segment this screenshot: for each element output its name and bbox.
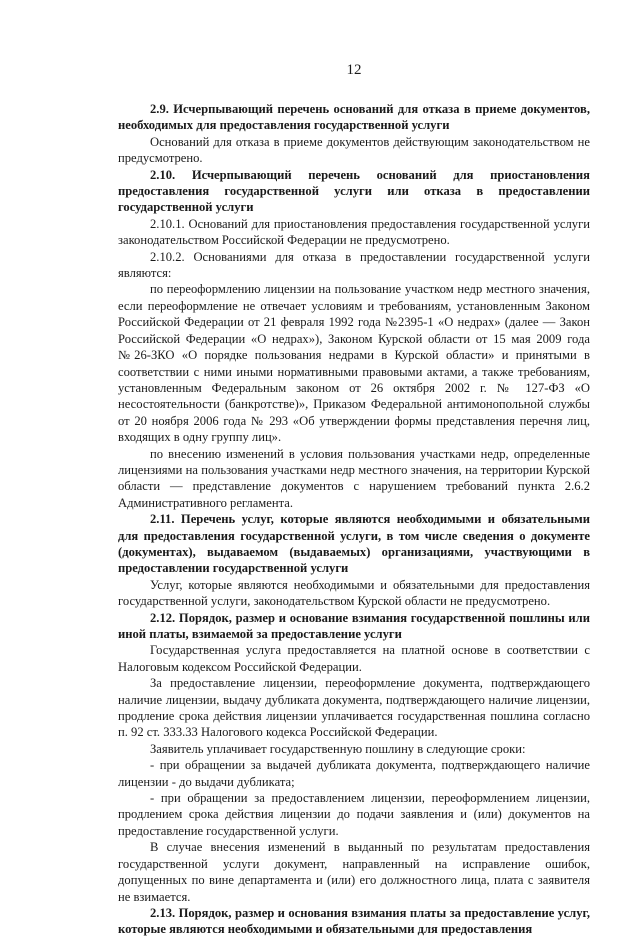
paragraph: Заявитель уплачивает государственную пошлину в следующие сроки: <box>150 741 526 756</box>
paragraph: В случае внесения изменений в выданный по результатам предоставления государственной услуги документ, направленный на исправление ошибок, допущенных по вине департамента и (или) его должностного лица, плата с заявителя не взимается. <box>118 840 590 904</box>
heading-2-11: 2.11. Перечень услуг, которые являются необходимыми и обязательными для предоставления государственной услуги, в том числе сведения о документе (документах), выдаваемом (выдаваемых) организациями, участвующими в предоставлении государственной услуги <box>118 512 590 576</box>
heading-2-10: 2.10. Исчерпывающий перечень оснований для приостановления предоставления государственной услуги или отказа в предоставлении государственной услуги <box>118 167 590 215</box>
paragraph: Государственная услуга предоставляется на платной основе в соответствии с Налоговым кодексом Российской Федерации. <box>118 643 590 674</box>
list-item: - при обращении за выдачей дубликата документа, подтверждающего наличие лицензии - до выдачи дубликата; <box>118 758 590 789</box>
paragraph: 2.10.1. Оснований для приостановления предоставления государственной услуги законодательством Российской Федерации не предусмотрено. <box>118 216 590 248</box>
paragraph: Оснований для отказа в приеме документов действующим законодательством не предусмотрено. <box>118 134 590 166</box>
paragraph: по внесению изменений в условия пользования участками недр, определенные лицензиями на пользования участками недр местного значения, на территории Курской области — представление документов с нарушением требований пункта 2.6.2 Административного регламента. <box>118 446 590 510</box>
heading-2-12: 2.12. Порядок, размер и основание взимания государственной пошлины или иной платы, взимаемой за предоставление услуги <box>118 610 590 641</box>
paragraph: по переоформлению лицензии на пользование участком недр местного значения, если переоформление не отвечает условиям и требованиям, установленным Законом Российской Федерации от 21 февраля 1992 года №2395-1 «О недрах» (далее — Закон Российской Федерации «О недрах»), Законом Курской области от 15 мая 2009 года №26-ЗКО «О порядке пользования недрами в Курской области» и принятыми в соответствии с ними иными нормативными правовыми актами, а также требованиям, установленным Федеральным законом от 26 октября 2002 г. № 127-ФЗ «О несостоятельности (банкротстве)», Приказом Федеральной антимонопольной службы от 20 ноября 2006 года № 293 «Об утверждении формы представления перечня лиц, входящих в одну группу лиц». <box>118 282 590 445</box>
paragraph: 2.10.2. Основаниями для отказа в предоставлении государственной услуги являются: <box>118 249 590 281</box>
paragraph: Услуг, которые являются необходимыми и обязательными для предоставления государственной услуги, законодательством Курской области не предусмотрено. <box>118 577 590 609</box>
page-number: 12 <box>346 62 362 78</box>
paragraph: За предоставление лицензии, переоформление документа, подтверждающего наличие лицензии, выдачу дубликата документа, подтверждающего наличие лицензии, продление срока действия лицензии уплачивается государственная пошлина согласно п. 92 ст. 333.33 Налогового кодекса Российской Федерации. <box>118 676 590 740</box>
list-item: - при обращении за предоставлением лицензии, переоформлением лицензии, продлением срока действия лицензии до подачи заявления и (или) документов на предоставление государственной услуги. <box>118 791 590 838</box>
heading-2-13: 2.13. Порядок, размер и основания взимания платы за предоставление услуг, которые являются необходимыми и обязательными для предоставления <box>118 905 590 937</box>
heading-2-9: 2.9. Исчерпывающий перечень оснований для отказа в приеме документов, необходимых для предоставления государственной услуги <box>118 102 590 133</box>
